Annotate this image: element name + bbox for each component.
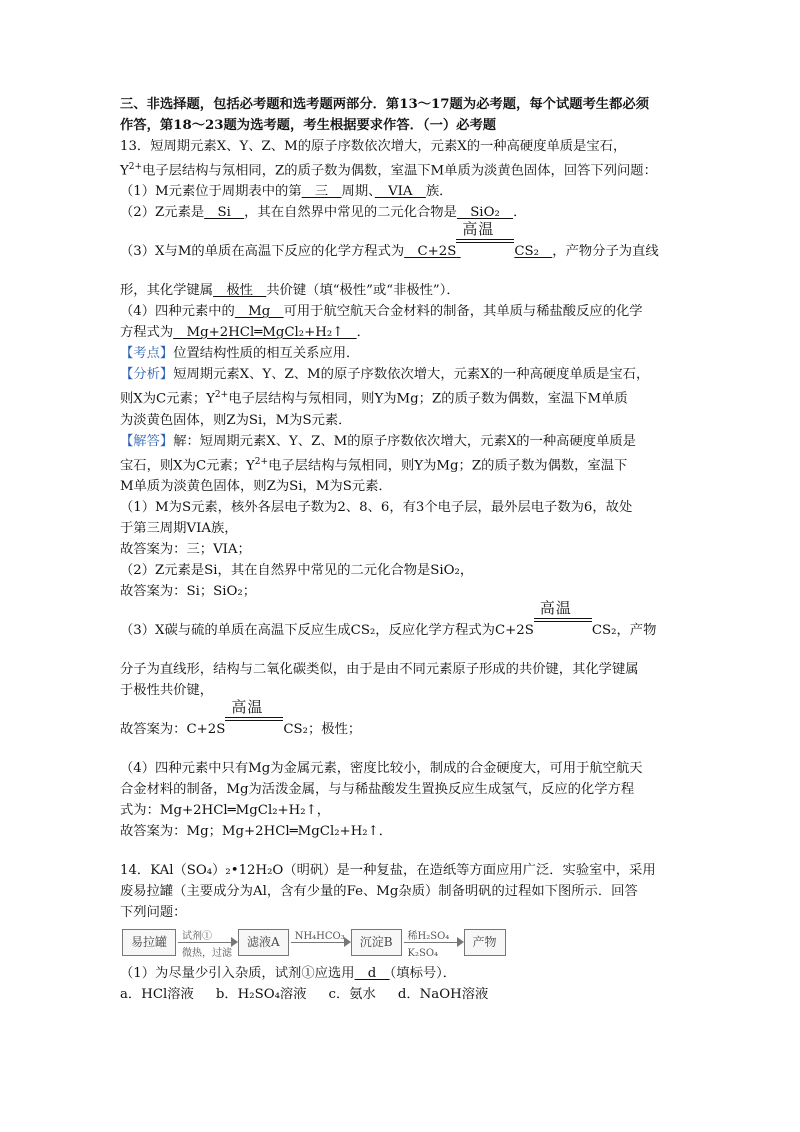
answer-blank: SiO₂	[456, 205, 514, 221]
flow-arrow-3: 稀H₂SO₄ K₂SO₄	[402, 928, 464, 956]
jieda-line-3: M单质为淡黄色固体，则Z为Si，M为S元素．	[120, 479, 392, 495]
solution-1-line-2: 于第三周期VIA族，	[120, 521, 238, 537]
q13-part-3: （3）X与M的单质在高温下反应的化学方程式为 C+2S 高温 CS₂ ，产物分子为直线	[120, 241, 710, 262]
flow-box-product: 产物	[464, 929, 506, 956]
process-flow-diagram	[122, 927, 710, 960]
fenxi-line-2: 则X为C元素；$Y^{2+}$电子层结构与氖相同，则Y为Mg；Z的质子数为偶数，室温下M单质	[120, 390, 628, 407]
solution-3-line-3: 于极性共价键，	[120, 683, 214, 699]
flow-box-filtrate: 滤液A	[238, 929, 289, 956]
reaction-condition: 高温	[534, 620, 592, 641]
q13-part-4: （4）四种元素中的 Mg 可用于航空航天合金材料的制备，其单质与稀盐酸反应的化学	[120, 304, 643, 320]
option-b: b．H₂SO₄溶液	[215, 987, 307, 1003]
solution-4-line-4: 故答案为：Mg；Mg+2HCl═MgCl₂+H₂↑．	[120, 824, 393, 840]
q13-intro-line-1: 13．短周期元素X、Y、Z、M的原子序数依次增大，元素X的一种高硬度单质是宝石，	[120, 139, 627, 154]
q14-options	[120, 984, 710, 1005]
q13-part-3-cont: 形，其化学键属 极性 共价键（填“极性”或“非极性”）．	[120, 283, 460, 299]
option-c: c．氨水	[328, 987, 376, 1003]
q13-part-2: （2）Z元素是 Si ，其在自然界中常见的二元化合物是 SiO₂ ．	[120, 205, 527, 221]
document-page	[120, 94, 710, 1005]
solution-4-line-1: （4）四种元素中只有Mg为金属元素，密度比较小，制成的合金硬度大，可用于航空航天	[120, 761, 643, 777]
arrow-head-icon	[231, 937, 238, 947]
q14-part-1: （1）为尽量少引入杂质，试剂①应选用 d （填标号）．	[120, 966, 457, 982]
solution-1-line-3: 故答案为：三；VIA；	[120, 542, 251, 558]
q13-part-4-cont: 方程式为 Mg+2HCl═MgCl₂+H₂↑ ．	[120, 325, 370, 341]
answer-blank: Mg+2HCl═MgCl₂+H₂↑	[173, 325, 357, 341]
answer-blank: Si	[204, 205, 245, 221]
kaodian-line: 【考点】位置结构性质的相互关系应用．	[120, 346, 360, 362]
section-heading-line-2: 作答，第18～23题为选考题，考生根据要求作答．（一）必考题	[120, 118, 497, 133]
jieda-line-1: 【解答】解：短周期元素X、Y、Z、M的原子序数依次增大，元素X的一种高硬度单质是	[120, 433, 636, 449]
solution-2-line-2: 故答案为：Si；SiO₂；	[120, 584, 257, 600]
q14-intro-line-1: 14．KAl（SO₄）₂•12H₂O（明矾）是一种复盐，在造纸等方面应用广泛．实验室中，采用	[120, 863, 656, 879]
jieda-line-2: 宝石，则X为C元素；$Y^{2+}$电子层结构与氖相同，则Y为Mg；Z的质子数为偶数，室温下	[120, 456, 628, 474]
q13-intro-line-2: $Y^{2+}$电子层结构与氖相同，Z的质子数为偶数，室温下M单质为淡黄色固体，回答下列问题：	[120, 162, 657, 179]
answer-blank: VIA	[374, 184, 426, 200]
option-d: d．NaOH溶液	[397, 987, 489, 1003]
option-a: a．HCl溶液	[120, 987, 194, 1003]
solution-3-line-2: 分子为直线形，结构与二氧化碳类似，由于是由不同元素原子形成的共价键，其化学键属	[120, 662, 639, 678]
solution-3-line-4: 故答案为：C+2S 高温 CS₂；极性；	[120, 719, 710, 740]
arrow-head-icon	[344, 937, 351, 947]
solution-3-line-1: （3）X碳与硫的单质在高温下反应生成CS₂，反应化学方程式为C+2S 高温 CS₂，产物	[120, 620, 710, 641]
flow-arrow-1: 试剂① 微热，过滤	[176, 928, 238, 956]
answer-blank: d	[354, 966, 390, 982]
section-heading-line-1: 三、非选择题，包括必考题和选考题两部分．第13～17题为必考题，每个试题考生都必须	[120, 97, 649, 112]
flow-box-precipitate: 沉淀B	[351, 929, 402, 956]
arrow-head-icon	[457, 937, 464, 947]
flow-box-can: 易拉罐	[122, 929, 176, 956]
reaction-condition: 高温	[225, 719, 283, 740]
q14-intro-line-3: 下列问题：	[120, 905, 187, 921]
solution-2-line-1: （2）Z元素是Si，其在自然界中常见的二元化合物是SiO₂，	[120, 563, 474, 579]
fenxi-line-1: 【分析】短周期元素X、Y、Z、M的原子序数依次增大，元素X的一种高硬度单质是宝石，	[120, 367, 650, 383]
q14-intro-line-2: 废易拉罐（主要成分为Al，含有少量的Fe、Mg杂质）制备明矾的过程如下图所示．回答	[120, 884, 638, 900]
flow-arrow-2: NH₄HCO₃	[289, 928, 351, 956]
answer-blank: 三	[301, 184, 342, 200]
q13-part-1: （1）M元素位于周期表中的第 三 周期、 VIA 族．	[120, 184, 453, 200]
answer-blank: Mg	[234, 304, 284, 320]
fenxi-line-3: 为淡黄色固体，则Z为Si，M为S元素．	[120, 412, 352, 428]
reaction-condition: 高温	[456, 241, 514, 262]
solution-4-line-3: 式为：Mg+2HCl═MgCl₂+H₂↑，	[120, 803, 331, 819]
solution-4-line-2: 合金材料的制备，Mg为活泼金属，与与稀盐酸发生置换反应生成氢气，反应的化学方程	[120, 782, 635, 798]
answer-blank: 极性	[213, 283, 267, 299]
solution-1-line-1: （1）M为S元素，核外各层电子数为2、8、6，有3个电子层，最外层电子数为6，故处	[120, 500, 633, 516]
